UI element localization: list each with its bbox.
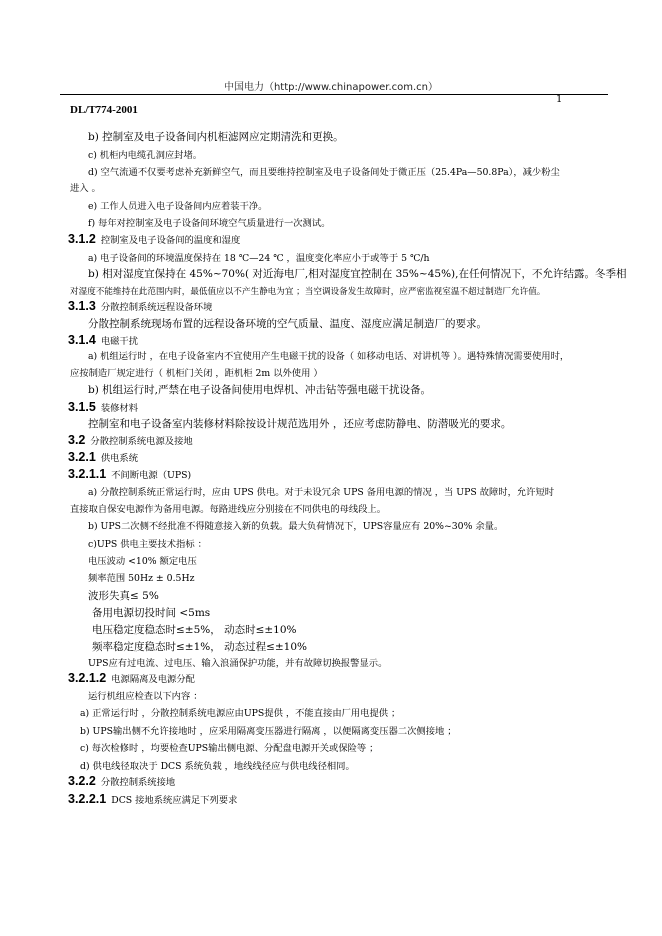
paragraph: 控制室和电子设备室内装修材料除按设计规范选用外 ，还应考虑防静电、防潜吸光的要求。	[88, 418, 512, 430]
page-header-source: 中国电力（http://www.chinapower.com.cn）	[223, 82, 439, 93]
section-number: 3.1.3	[68, 299, 96, 313]
document-id: DL/T774-2001	[70, 104, 138, 116]
section-title: DCS 接地系统应满足下列要求	[111, 795, 238, 806]
section-number: 3.1.2	[68, 232, 96, 246]
section-heading	[68, 333, 138, 349]
section-heading	[68, 400, 138, 416]
list-item: e) 工作人员进入电子设备间内应着装干净。	[88, 201, 268, 212]
section-title: 控制室及电子设备间的温度和湿度	[100, 235, 241, 246]
spec-item: 频率稳定度稳态时≤±1%， 动态过程≤±10%	[92, 641, 308, 653]
list-item: b) UPS输出侧不允许接地时 ，应采用隔离变压器进行隔离 ，以便隔离变压器二次侧接地 ；	[80, 726, 457, 737]
list-item: d) 供电线径取决于 DCS 系统负载 ，地线线径应与供电线径相同。	[80, 761, 355, 772]
list-item: a) 正常运行时 ，分散控制系统电源应由UPS提供 ，不能直接由厂用电提供 ；	[80, 708, 401, 719]
section-title: 分散控制系统接地	[100, 777, 176, 788]
list-item: 进入 。	[70, 183, 101, 194]
list-item: c) 机柜内电缆孔洞应封堵。	[88, 150, 203, 161]
section-number: 3.2	[68, 433, 86, 447]
spec-item: 电压波动 <10% 额定电压	[88, 556, 197, 567]
list-item: a) 机组运行时 ，在电子设备室内不宜使用产生电磁干扰的设备（ 如移动电话、对讲机等 ）。遇特殊情况需要使用时，	[88, 351, 570, 362]
list-item: d) 空气流通不仅要考虑补充新鲜空气，而且要维持控制室及电子设备间处于微正压（25.4Pa—50.8Pa），减少粉尘	[88, 167, 560, 178]
section-title: 分散控制系统电源及接地	[90, 436, 193, 447]
section-number: 3.2.2.1	[68, 792, 107, 806]
spec-item: 频率范围 50Hz ± 0.5Hz	[88, 573, 195, 584]
section-title: 不间断电源（UPS)	[111, 470, 192, 481]
paragraph: 分散控制系统现场布置的远程设备环境的空气质量、温度、湿度应满足制造厂的要求。	[88, 318, 487, 330]
section-heading	[68, 792, 237, 808]
list-item: c)UPS 供电主要技术指标 ：	[88, 539, 207, 550]
section-number: 3.2.1.2	[68, 671, 107, 685]
list-item: a) 电子设备间的环境温度保持在 18 ℃—24 ℃ ，温度变化率应小于或等于 5 ℃/h	[88, 253, 430, 264]
spec-item: 电压稳定度稳态时≤±5%， 动态时≤±10%	[92, 624, 297, 636]
list-item: a) 分散控制系统正常运行时，应由 UPS 供电。对于未设冗余 UPS 备用电源的情况 ，当 UPS 故障时，允许短时	[88, 487, 555, 498]
section-title: 电磁干扰	[100, 336, 139, 347]
section-number: 3.1.5	[68, 400, 96, 414]
section-heading	[68, 299, 212, 315]
page-number: 1	[556, 94, 563, 105]
spec-item: 波形失真≤ 5%	[88, 590, 159, 602]
section-number: 3.2.1.1	[68, 467, 107, 481]
section-heading	[68, 467, 191, 483]
list-item: 直接取自保安电源作为备用电源。每路进线应分别接在不同供电的母线段上。	[70, 504, 387, 515]
list-item: f) 每年对控制室及电子设备间环境空气质量进行一次测试。	[88, 218, 331, 229]
section-number: 3.2.1	[68, 450, 96, 464]
spec-item: 备用电源切投时间 <5ms	[92, 607, 211, 619]
section-title: 供电系统	[100, 453, 139, 464]
section-title: 电源隔离及电源分配	[111, 674, 195, 685]
section-heading	[68, 232, 240, 248]
section-number: 3.2.2	[68, 774, 96, 788]
paragraph: 运行机组应检查以下内容 ：	[88, 691, 203, 702]
list-item: b) 控制室及电子设备间内机柜滤网应定期清洗和更换。	[88, 131, 344, 143]
list-item: c) 每次检修时 ，均要检查UPS输出侧电源、分配盘电源开关或保险等 ；	[80, 743, 379, 754]
section-heading	[68, 433, 193, 449]
section-number: 3.1.4	[68, 333, 96, 347]
section-title: 分散控制系统远程设备环境	[100, 302, 213, 313]
list-item: b) UPS二次侧不经批准不得随意接入新的负载。最大负荷情况下，UPS容量应有 20%~30% 余量。	[88, 521, 504, 532]
list-item: b) 机组运行时,严禁在电子设备间使用电焊机、冲击钻等强电磁干扰设备。	[88, 384, 431, 396]
section-heading	[68, 671, 195, 687]
section-title: 装修材料	[100, 403, 139, 414]
section-heading	[68, 774, 175, 790]
list-item: 对湿度不能维持在此范围内时，最低值应以不产生静电为宜 ；当空调设备发生故障时，应严密监视室温不超过制造厂允许值。	[70, 287, 546, 297]
header-rule	[60, 94, 608, 95]
list-item: b) 相对湿度宜保持在 45%~70%( 对近海电厂,相对湿度宜控制在 35%~45%),在任何情况下，不允许结露。冬季相	[88, 268, 627, 280]
paragraph: UPS应有过电流、过电压、输入浪涌保护功能，并有故障切换报警显示。	[88, 658, 388, 669]
section-heading	[68, 450, 138, 466]
list-item: 应按制造厂规定进行（ 机柜门关闭 ，距机柜 2m 以外使用 ）	[70, 368, 323, 379]
